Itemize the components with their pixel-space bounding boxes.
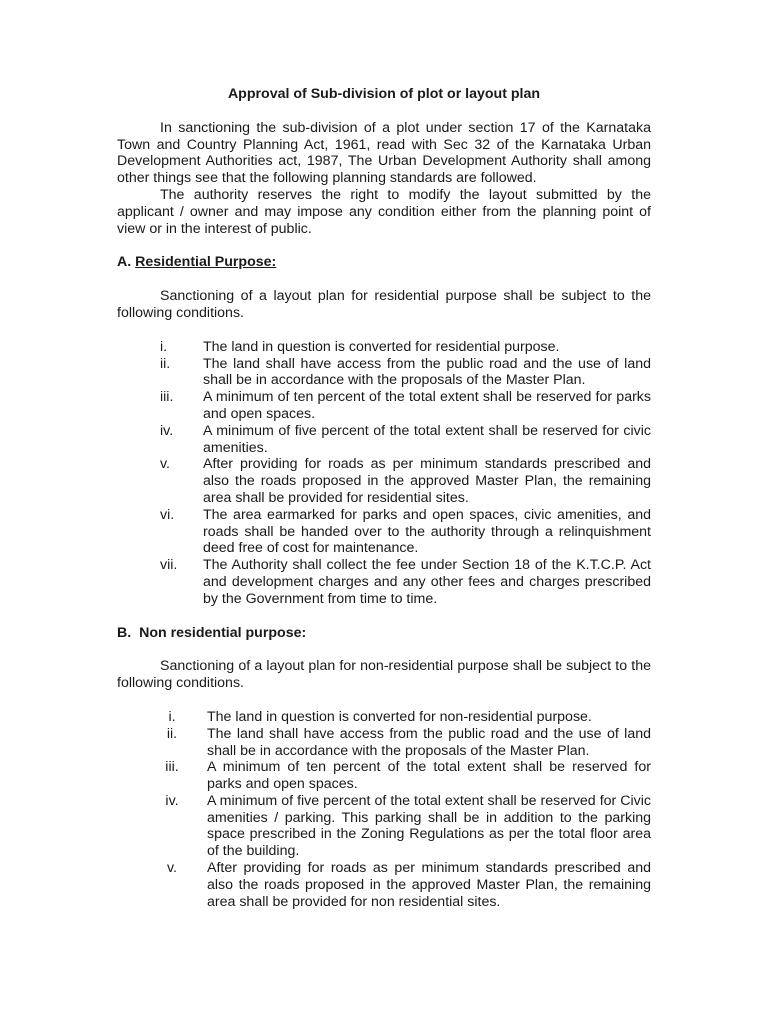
list-item-number: ii.: [166, 725, 178, 742]
list-item: [160, 557, 651, 607]
list-item-number: v.: [167, 860, 177, 877]
section-b-prefix: B.: [117, 624, 132, 641]
list-item-text: After providing for roads as per minimum standards prescribed and also the roads proposed in the approved Master Plan, the remaining area shall be provided for residential sites.: [203, 456, 651, 506]
list-item: [160, 389, 651, 423]
list-item-number: iii.: [165, 759, 179, 776]
document-title: Approval of Sub-division of plot or layout plan: [227, 86, 541, 102]
list-item-text: After providing for roads as per minimum standards prescribed and also the roads proposed in the approved Master Plan, the remaining area shall be provided for non residential sites.: [207, 860, 651, 910]
list-item-text: The Authority shall collect the fee under Section 18 of the K.T.C.P. Act and development charges and any other fees and charges prescribed by the Government from time to time.: [203, 557, 651, 607]
list-item: [160, 356, 651, 390]
list-item: [137, 709, 651, 726]
list-item-text: A minimum of five percent of the total extent shall be reserved for Civic amenities / parking. This parking shall be in addition to the parking space prescribed in the Zoning Regulations as per the total floor area of the building.: [207, 792, 651, 860]
list-item-number: v.: [160, 456, 170, 473]
section-a-prefix: A.: [117, 254, 132, 271]
list-item: [137, 726, 651, 760]
list-item-text: The land in question is converted for residential purpose.: [203, 338, 560, 355]
list-item-text: A minimum of five percent of the total extent shall be reserved for civic amenities.: [203, 422, 651, 456]
intro-paragraph-1: In sanctioning the sub-division of a plot under section 17 of the Karnataka Town and Country Planning Act, 1961, read with Sec 32 of the Karnataka Urban Development Authorities act, 1987, The Urban Development Authority shall among other things see that the following planning standards are followed.: [117, 119, 651, 187]
list-item: [160, 507, 651, 557]
intro-paragraph-2: The authority reserves the right to modify the layout submitted by the applicant / owner and may impose any condition either from the planning point of view or in the interest of public.: [117, 186, 651, 237]
list-item: [160, 339, 651, 356]
list-item-text: The land shall have access from the public road and the use of land shall be in accordance with the proposals of the Master Plan.: [207, 725, 651, 759]
section-a-heading: [117, 254, 651, 271]
list-item-text: The land shall have access from the public road and the use of land shall be in accordance with the proposals of the Master Plan.: [203, 355, 651, 389]
list-item-number: vii.: [160, 557, 178, 574]
list-item-number: ii.: [160, 355, 171, 372]
section-a-lead: Sanctioning of a layout plan for residential purpose shall be subject to the following conditions.: [117, 288, 651, 321]
list-item: [137, 860, 651, 910]
list-item-number: iv.: [160, 422, 174, 439]
list-item-number: vi.: [160, 506, 175, 523]
list-item: [160, 456, 651, 506]
list-item-number: iii.: [160, 389, 174, 406]
section-b-title: Non residential purpose:: [139, 624, 307, 641]
list-item-text: A minimum of ten percent of the total extent shall be reserved for parks and open spaces.: [203, 389, 651, 422]
list-item-text: The land in question is converted for non-residential purpose.: [207, 708, 592, 725]
list-item-text: The area earmarked for parks and open spaces, civic amenities, and roads shall be handed over to the authority through a relinquishment deed free of cost for maintenance.: [203, 506, 651, 557]
section-a-title: Residential Purpose:: [135, 254, 277, 271]
document-page: [117, 86, 651, 910]
section-b-conditions-list: [137, 709, 651, 911]
section-b-lead: Sanctioning of a layout plan for non-residential purpose shall be subject to the following conditions.: [117, 658, 651, 692]
list-item: [160, 423, 651, 457]
list-item: [137, 759, 651, 793]
list-item-number: iv.: [165, 792, 179, 809]
list-item-text: A minimum of ten percent of the total extent shall be reserved for parks and open spaces.: [207, 759, 651, 793]
section-b-heading: [117, 625, 651, 642]
list-item-number: i.: [160, 338, 168, 355]
section-a-conditions-list: [160, 339, 651, 608]
list-item: [137, 793, 651, 860]
list-item-number: i.: [168, 708, 176, 725]
